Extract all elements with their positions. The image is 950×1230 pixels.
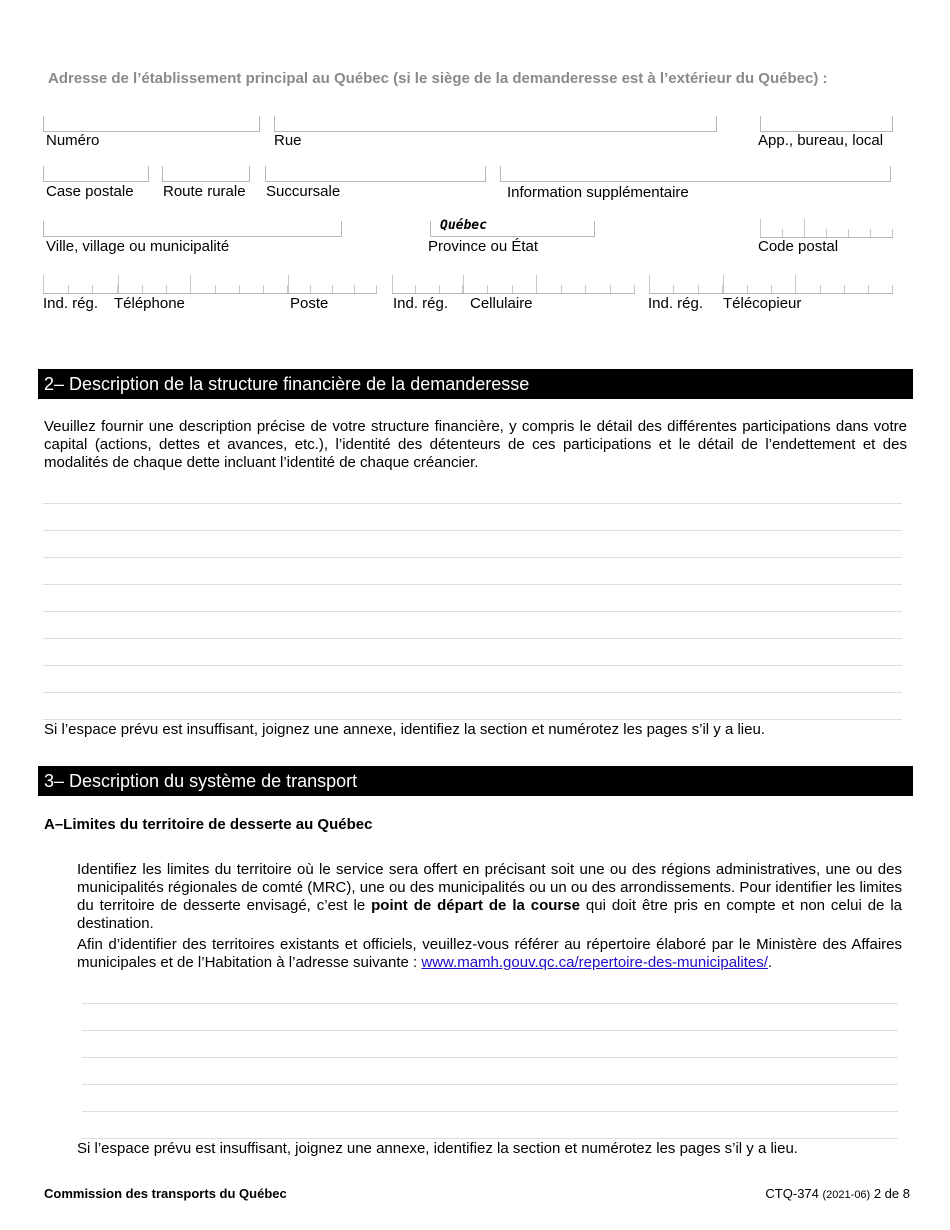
telephone-label: Téléphone bbox=[114, 295, 185, 312]
section-3-subheading: A–Limites du territoire de desserte au Québec bbox=[44, 816, 373, 833]
footer-form-id bbox=[765, 1186, 910, 1201]
poste-label: Poste bbox=[290, 295, 329, 312]
section-3-title: 3– Description du système de transport bbox=[38, 766, 913, 796]
page-number: 2 de 8 bbox=[873, 1186, 910, 1201]
rue-label: Rue bbox=[274, 132, 302, 149]
para2-text-end: . bbox=[767, 954, 773, 971]
ind-reg-label-1: Ind. rég. bbox=[43, 295, 99, 312]
answer-line bbox=[82, 1003, 898, 1004]
answer-line bbox=[43, 530, 902, 531]
answer-line bbox=[82, 1138, 898, 1139]
para2-text: Afin d’identifier des territoires existants et officiels, veuillez-vous référer au répertoire élaboré par le Ministère des Affaires municipales et de l’Habitation à l’adresse suivante : bbox=[77, 936, 902, 971]
section-3-paragraph-1 bbox=[77, 861, 902, 933]
ind-reg-label-2: Ind. rég. bbox=[393, 295, 449, 312]
succursale-label: Succursale bbox=[266, 183, 341, 200]
code-postal-field[interactable] bbox=[760, 220, 893, 238]
province-label: Province ou État bbox=[428, 238, 539, 255]
ind-reg-label-3: Ind. rég. bbox=[648, 295, 704, 312]
info-supp-label: Information supplémentaire bbox=[507, 184, 689, 201]
province-value: Québec bbox=[440, 218, 487, 233]
answer-line bbox=[43, 665, 902, 666]
answer-line bbox=[82, 1057, 898, 1058]
answer-line bbox=[43, 557, 902, 558]
numero-field[interactable] bbox=[43, 116, 260, 132]
answer-line bbox=[43, 638, 902, 639]
telecopieur-field[interactable] bbox=[723, 276, 893, 294]
answer-line bbox=[43, 503, 902, 504]
telephone-field[interactable] bbox=[118, 276, 288, 294]
municipalities-link[interactable]: www.mamh.gouv.qc.ca/repertoire-des-municipalites/ bbox=[421, 954, 768, 971]
cellulaire-label: Cellulaire bbox=[470, 295, 533, 312]
app-field[interactable] bbox=[760, 116, 893, 132]
route-rurale-field[interactable] bbox=[162, 166, 250, 182]
telecopieur-label: Télécopieur bbox=[723, 295, 802, 312]
ville-label: Ville, village ou municipalité bbox=[46, 238, 230, 255]
para1-bold: point de départ de la course bbox=[371, 897, 580, 914]
answer-line bbox=[82, 1084, 898, 1085]
form-date: (2021-06) bbox=[822, 1189, 871, 1201]
section-2-note: Si l’espace prévu est insuffisant, joignez une annexe, identifiez la section et numérotez les pages s’il y a lieu. bbox=[44, 721, 765, 738]
code-postal-label: Code postal bbox=[758, 238, 839, 255]
answer-line bbox=[43, 611, 902, 612]
succursale-field[interactable] bbox=[265, 166, 486, 182]
form-code: CTQ-374 bbox=[765, 1186, 819, 1201]
telephone-area-field[interactable] bbox=[43, 276, 118, 294]
ville-field[interactable] bbox=[43, 221, 342, 237]
section-3-note: Si l’espace prévu est insuffisant, joignez une annexe, identifiez la section et numérotez les pages s’il y a lieu. bbox=[77, 1140, 798, 1157]
route-rurale-label: Route rurale bbox=[163, 183, 246, 200]
poste-field[interactable] bbox=[288, 276, 377, 294]
para1-text-end: qui doit être pris en compte et non celui de la destination. bbox=[77, 897, 902, 932]
numero-label: Numéro bbox=[46, 132, 100, 149]
answer-line bbox=[82, 1030, 898, 1031]
answer-line bbox=[43, 719, 902, 720]
section-2-title: 2– Description de la structure financière de la demanderesse bbox=[38, 369, 913, 399]
info-supp-field[interactable] bbox=[500, 166, 891, 182]
footer-organization: Commission des transports du Québec bbox=[44, 1186, 287, 1201]
case-postale-field[interactable] bbox=[43, 166, 149, 182]
case-postale-label: Case postale bbox=[46, 183, 134, 200]
rue-field[interactable] bbox=[274, 116, 717, 132]
para1-text: Identifiez les limites du territoire où le service sera offert en précisant soit une ou des régions administratives, une ou des municipalités régionales de comté (MRC), une ou des municipalités ou un ou des arrondissements. Pour identifier les limites du territoire de desserte envisagé, c’est le bbox=[77, 861, 902, 914]
answer-line bbox=[43, 584, 902, 585]
address-heading: Adresse de l’établissement principal au Québec (si le siège de la demanderesse est à l’extérieur du Québec) : bbox=[48, 70, 828, 87]
section-3-paragraph-2 bbox=[77, 936, 902, 972]
section-2-description: Veuillez fournir une description précise de votre structure financière, y compris le détail des différentes participations dans votre capital (actions, dettes et avances, etc.), l’identité des détenteurs de ces participations et le détail de l’endettement et des modalités de chaque dette incluant l’identité de chaque créancier. bbox=[44, 418, 907, 471]
app-label: App., bureau, local bbox=[758, 132, 884, 149]
cellulaire-area-field[interactable] bbox=[392, 276, 463, 294]
cellulaire-field[interactable] bbox=[463, 276, 635, 294]
telecopieur-area-field[interactable] bbox=[649, 276, 723, 294]
answer-line bbox=[43, 692, 902, 693]
answer-line bbox=[82, 1111, 898, 1112]
